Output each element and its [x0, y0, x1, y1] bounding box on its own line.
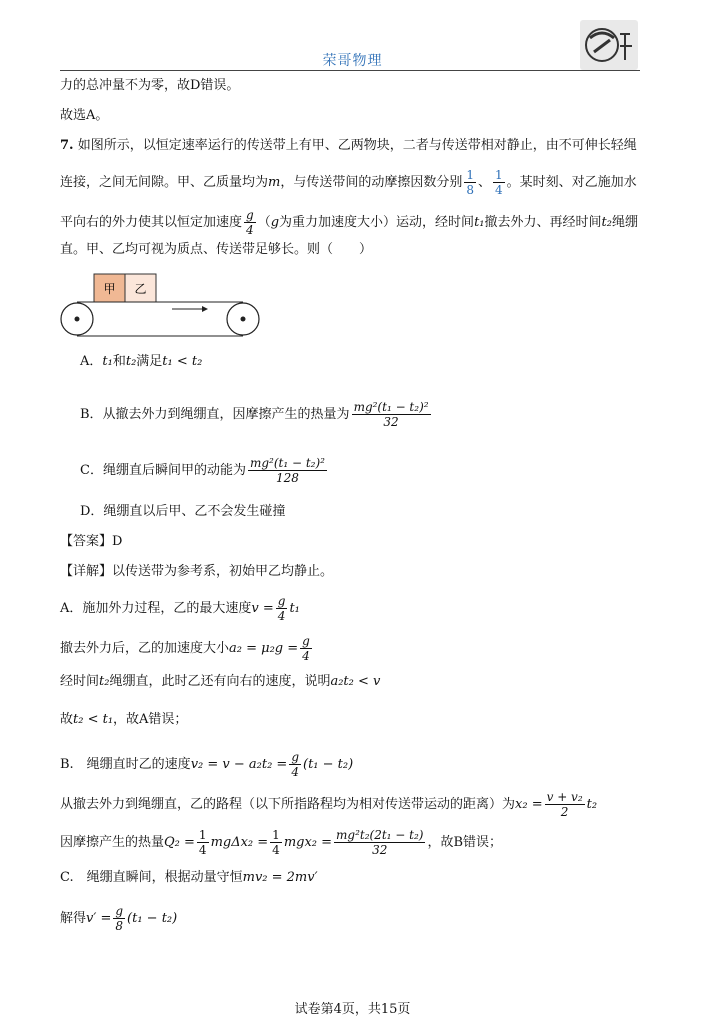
text-line: 力的总冲量不为零，故D错误。 — [60, 78, 240, 93]
detail-c-2: 解得v′ = $\frac{g}{8}$ (t₁ − t₂) — [60, 904, 178, 933]
text-line: 故选A。 — [60, 108, 109, 123]
question-number: 7. — [60, 138, 74, 153]
question-line-3: 平向右的外力使其以恒定加速度 $\frac{g}{4}$ （g为重力加速度大小）运动，经时间t₁撤去外力、再经时间t₂绳绷 — [60, 208, 638, 237]
detail-a-4: 故t₂ < t₁，故A错误； — [60, 712, 188, 727]
fraction: $\frac{1}{4}$ — [495, 168, 503, 197]
detail-b-1: B. 绳绷直时乙的速度v₂ = v − a₂t₂ = $\frac{g}{4}$ (t₁ − t₂) — [60, 750, 354, 779]
header-rule — [60, 70, 640, 71]
question-line-2: 连接，之间无间隙。甲、乙质量均为m，与传送带间的动摩擦因数分别 $\frac{1}{8}$ 、 $\frac{1}{4}$ 。某时刻、对乙施加水 — [60, 168, 637, 197]
option-c: C．绳绷直后瞬间甲的动能为 $\frac{\text{mg²(t₁ − t₂)²}}{128}$ — [80, 456, 325, 485]
detail-b-2: 从撤去外力到绳绷直，乙的路程（以下所指路程均为相对传送带运动的距离）为x₂ = $\frac{\text{v + v₂}}{2}$ t₂ — [60, 790, 598, 819]
detail-a-3: 经时间t₂绳绷直，此时乙还有向右的速度，说明a₂t₂ < v — [60, 674, 381, 689]
option-d: D．绳绷直以后甲、乙不会发生碰撞 — [80, 504, 286, 519]
option-b: B．从撤去外力到绳绷直，因摩擦产生的热量为 $\frac{\text{mg²(t₁ − t₂)²}}{32}$ — [80, 400, 429, 429]
fraction: $\frac{\text{mg²(t₁ − t₂)²}}{128}$ — [249, 456, 325, 485]
detail-a-2: 撤去外力后，乙的加速度大小a₂ = μ₂g = $\frac{g}{4}$ — [60, 634, 310, 663]
detail-b-3: 因摩擦产生的热量Q₂ = $\frac{1}{4}$ mgΔx₂ = $\frac{1}{4}$ mgx₂ = $\frac{\text{mg²t₂(2t₁ − t₂)}}{32}$ ，故B错误； — [60, 828, 503, 857]
block-jia-label: 甲 — [103, 282, 116, 296]
detail-a-1: A．施加外力过程，乙的最大速度v = $\frac{g}{4}$ t₁ — [60, 594, 300, 623]
fraction: $\frac{\text{mg²(t₁ − t₂)²}}{32}$ — [353, 400, 429, 429]
option-a: A．t₁和t₂满足t₁ < t₂ — [80, 354, 203, 369]
fraction: $\frac{1}{8}$ — [466, 168, 474, 197]
page-header-title: 荣哥物理 — [322, 53, 383, 69]
logo-icon — [580, 20, 638, 70]
block-yi-label: 乙 — [134, 282, 147, 296]
conveyor-diagram — [60, 272, 270, 338]
detail-c-1: C. 绳绷直瞬间，根据动量守恒mv₂ = 2mv′ — [60, 870, 318, 885]
question-line-4: 直。甲、乙均可视为质点、传送带足够长。则（ ） — [60, 242, 373, 257]
logo — [580, 20, 638, 70]
detail-line: 【详解】以传送带为参考系，初始甲乙均静止。 — [60, 564, 334, 579]
question-line-1: 7. 如图所示，以恒定速率运行的传送带上有甲、乙两物块，二者与传送带相对静止，由不可伸长轻绳 — [60, 138, 637, 153]
answer-line: 【答案】D — [60, 534, 123, 549]
page-footer: 试卷第4页，共15页 — [294, 1002, 411, 1017]
fraction: $\frac{g}{4}$ — [246, 208, 254, 237]
